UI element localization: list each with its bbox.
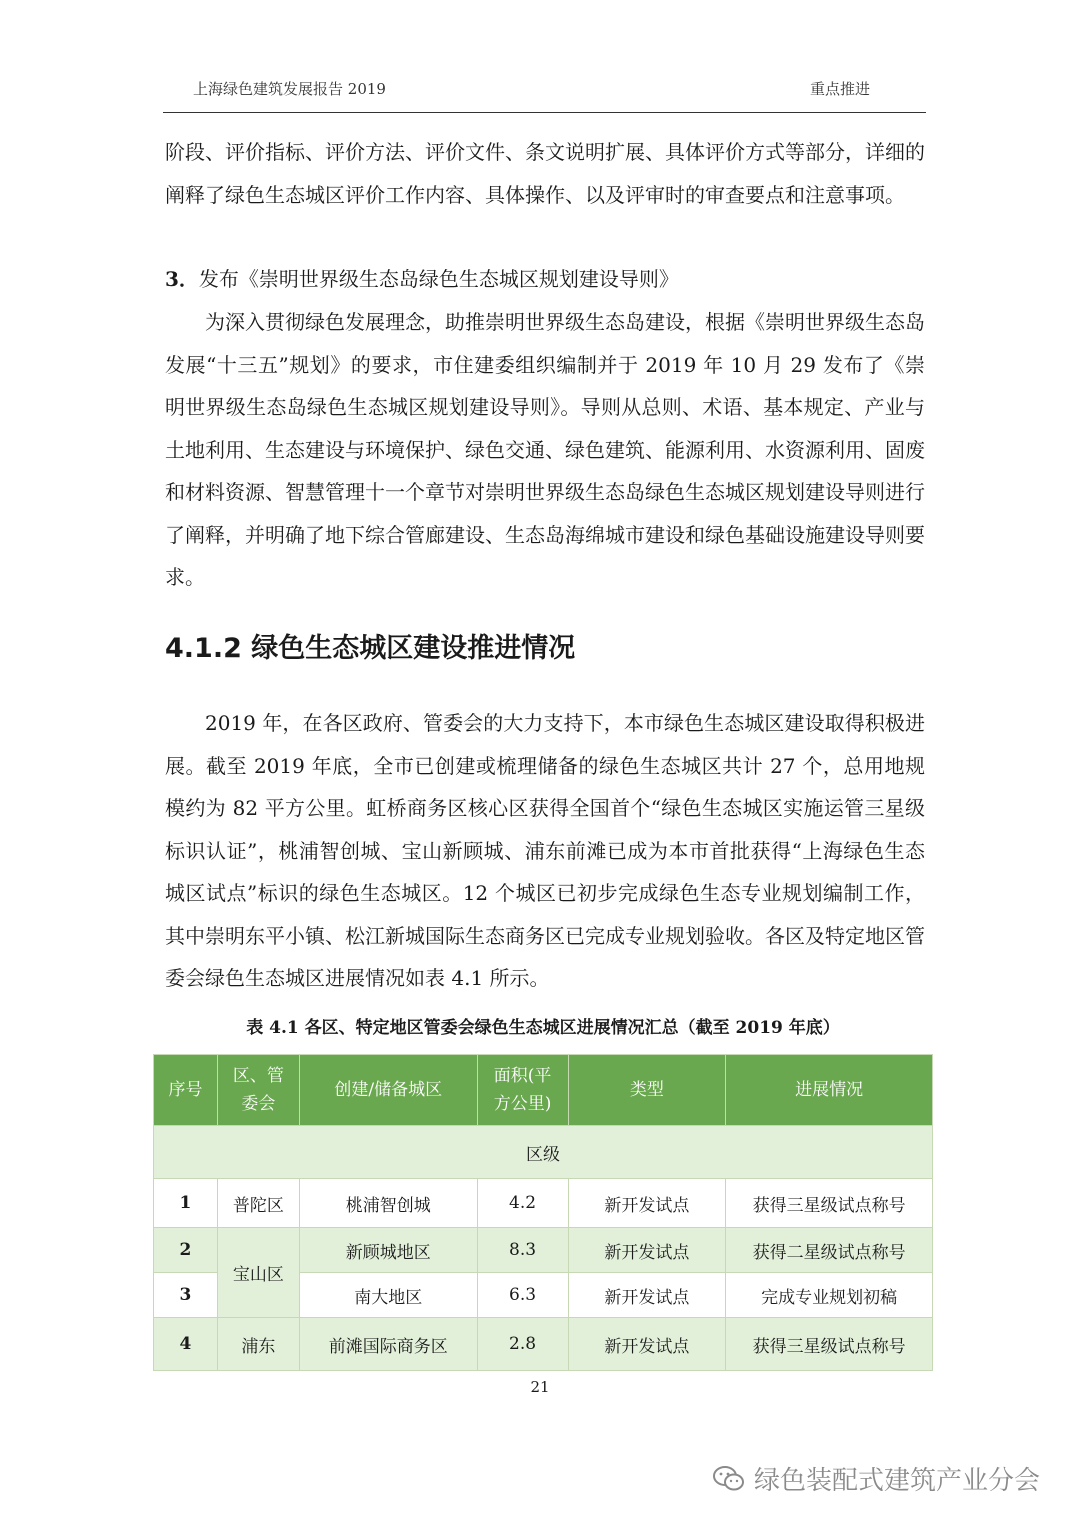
header-section-name: 重点推进 bbox=[809, 80, 870, 98]
cell-seq: 3 bbox=[154, 1273, 218, 1318]
section-heading: 4.1.2 绿色生态城区建设推进情况 bbox=[165, 633, 576, 664]
table-header-row bbox=[154, 1055, 933, 1126]
table-group-row bbox=[154, 1126, 933, 1179]
header-report-title: 上海绿色建筑发展报告 2019 bbox=[193, 80, 386, 98]
cell-type: 新开发试点 bbox=[568, 1318, 726, 1371]
cell-progress: 获得三星级试点称号 bbox=[726, 1179, 933, 1228]
watermark bbox=[712, 1460, 1040, 1497]
cell-type: 新开发试点 bbox=[568, 1228, 726, 1273]
cell-size: 8.3 bbox=[477, 1228, 568, 1273]
cell-name: 前滩国际商务区 bbox=[299, 1318, 477, 1371]
cell-district: 浦东 bbox=[217, 1318, 299, 1371]
cell-name: 新顾城地区 bbox=[299, 1228, 477, 1273]
watermark-text: 绿色装配式建筑产业分会 bbox=[753, 1466, 1040, 1496]
header-area-name: 创建/储备城区 bbox=[299, 1055, 477, 1126]
cell-size: 4.2 bbox=[477, 1179, 568, 1228]
cell-progress: 获得三星级试点称号 bbox=[726, 1318, 933, 1371]
paragraph-progress: 2019 年，在各区政府、管委会的大力支持下，本市绿色生态城区建设取得积极进展。截至 2019 年底，全市已创建或梳理储备的绿色生态城区共计 27 个，总用地规模约为 82 平方公里。虹桥商务区核心区获得全国首个“绿色生态城区实施运管三星级标识认证”，桃浦智创城、宝山新顾城、浦东前滩已成为本市首批获得“上海绿色生态城区试点”标识的绿色生态城区。12 个城区已初步完成绿色生态专业规划编制工作，其中崇明东平小镇、松江新城国际生态商务区已完成专业规划验收。各区及特定地区管委会绿色生态城区进展情况如表 4.1 所示。 bbox=[165, 711, 925, 990]
paragraph-continuation: 阶段、评价指标、评价方法、评价文件、条文说明扩展、具体评价方式等部分，详细的阐释了绿色生态城区评价工作内容、具体操作、以及评审时的审查要点和注意事项。 bbox=[165, 140, 925, 207]
cell-name: 南大地区 bbox=[299, 1273, 477, 1318]
paragraph-guideline: 为深入贯彻绿色发展理念，助推崇明世界级生态岛建设，根据《崇明世界级生态岛发展“十三五”规划》的要求，市住建委组织编制并于 2019 年 10 月 29 发布了《崇明世界级生态岛绿色生态城区规划建设导则》。导则从总则、术语、基本规定、产业与土地利用、生态建设与环境保护、绿色交通、绿色建筑、能源利用、水资源利用、固废和材料资源、智慧管理十一个章节对崇明世界级生态岛绿色生态城区规划建设导则进行了阐释，并明确了地下综合管廊建设、生态岛海绵城市建设和绿色基础设施建设导则要求。 bbox=[165, 310, 925, 589]
cell-seq: 4 bbox=[154, 1318, 218, 1371]
list-item-number: 3． bbox=[165, 267, 199, 291]
cell-progress: 获得二星级试点称号 bbox=[726, 1228, 933, 1273]
cell-size: 2.8 bbox=[477, 1318, 568, 1371]
header-district: 区、管委会 bbox=[217, 1055, 299, 1126]
table-row bbox=[154, 1318, 933, 1371]
cell-size: 6.3 bbox=[477, 1273, 568, 1318]
header-seq: 序号 bbox=[154, 1055, 218, 1126]
wechat-icon bbox=[712, 1465, 746, 1493]
header-size: 面积(平方公里) bbox=[477, 1055, 568, 1126]
cell-type: 新开发试点 bbox=[568, 1179, 726, 1228]
table-caption: 表 4.1 各区、特定地区管委会绿色生态城区进展情况汇总（截至 2019 年底） bbox=[246, 1018, 840, 1038]
cell-progress: 完成专业规划初稿 bbox=[726, 1273, 933, 1318]
table-row bbox=[154, 1228, 933, 1273]
page-header bbox=[163, 74, 926, 113]
group-label: 区级 bbox=[154, 1126, 933, 1179]
cell-district: 宝山区 bbox=[217, 1228, 299, 1318]
list-item-3 bbox=[165, 258, 679, 301]
cell-seq: 1 bbox=[154, 1179, 218, 1228]
page-number: 21 bbox=[530, 1378, 550, 1396]
table-row bbox=[154, 1179, 933, 1228]
header-type: 类型 bbox=[568, 1055, 726, 1126]
cell-name: 桃浦智创城 bbox=[299, 1179, 477, 1228]
progress-table bbox=[153, 1054, 933, 1371]
header-progress: 进展情况 bbox=[726, 1055, 933, 1126]
cell-seq: 2 bbox=[154, 1228, 218, 1273]
list-item-text: 发布《崇明世界级生态岛绿色生态城区规划建设导则》 bbox=[198, 267, 679, 291]
cell-type: 新开发试点 bbox=[568, 1273, 726, 1318]
cell-district: 普陀区 bbox=[217, 1179, 299, 1228]
